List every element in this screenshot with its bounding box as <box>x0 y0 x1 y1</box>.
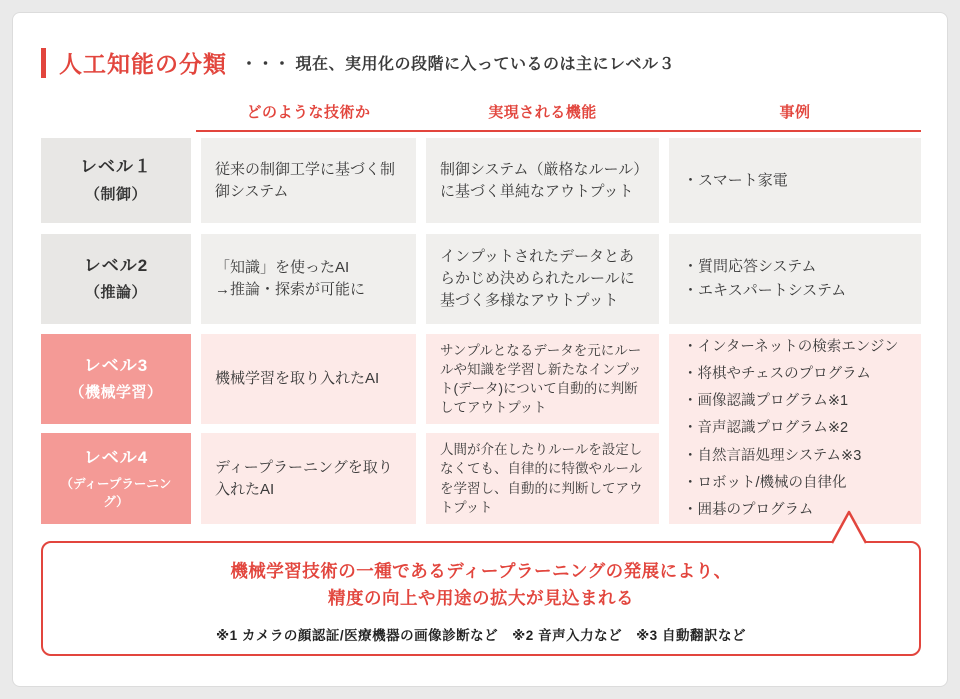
slide-card <box>12 12 948 687</box>
level2-title: レベル2 <box>83 255 149 275</box>
level1-subtitle: （制御） <box>84 185 147 203</box>
column-header-function: 実現される機能 <box>488 104 597 121</box>
example-item: ・スマート家電 <box>683 171 788 189</box>
example-item: ・音声認識プログラム※2 <box>683 420 849 437</box>
level2-label-box <box>41 234 191 324</box>
callout-pointer-icon <box>818 509 880 545</box>
level3-technology-cell: 機械学習を取り入れたAI <box>201 334 416 424</box>
level1-function-cell: 制御システム（厳格なルール）に基づく単純なアウトプット <box>426 138 659 223</box>
example-item: ・インターネットの検索エンジン <box>683 338 899 355</box>
level1-title: レベル１ <box>80 157 152 177</box>
level3-label-box <box>41 334 191 424</box>
level34-examples-cell <box>669 334 921 524</box>
example-item: ・画像認識プログラム※1 <box>683 393 849 410</box>
column-header-technology: どのような技術か <box>246 104 371 121</box>
level2-function-cell: インプットされたデータとあらかじめ決められたルールに基づく多様なアウトプット <box>426 234 659 324</box>
level1-technology-cell: 従来の制御工学に基づく制御システム <box>201 138 416 223</box>
column-header-examples: 事例 <box>779 104 811 121</box>
title-accent-bar <box>41 48 46 78</box>
callout-footnote: ※1 カメラの顔認証/医療機器の画像診断など ※2 音声入力など ※3 自動翻訳など <box>216 628 746 644</box>
level3-function-cell: サンプルとなるデータを元にルールや知識を学習し新たなインプット(データ)について自動的に判断してアウトプット <box>426 334 659 424</box>
title-row <box>41 46 675 79</box>
header-underline <box>196 130 921 132</box>
example-item: ・囲碁のプログラム <box>683 502 814 519</box>
example-item: ・エキスパートシステム <box>683 282 847 299</box>
callout-box <box>41 541 921 656</box>
example-item: ・将棋やチェスのプログラム <box>683 365 871 382</box>
page-title: 人工知能の分類 <box>59 51 227 77</box>
level2-technology-cell: 「知識」を使ったAI →推論・探索が可能に <box>201 234 416 324</box>
level1-label-box <box>41 138 191 223</box>
level4-technology-cell: ディープラーニングを取り入れたAI <box>201 433 416 524</box>
level4-label-box <box>41 433 191 524</box>
example-item: ・質問応答システム <box>683 258 817 275</box>
example-item: ・自然言語処理システム※3 <box>683 447 862 464</box>
level4-title: レベル4 <box>83 448 149 468</box>
level3-title: レベル3 <box>83 355 149 375</box>
callout-line2: 精度の向上や用途の拡大が見込まれる <box>328 588 634 609</box>
page-subtitle: ・・・ 現在、実用化の段階に入っているのは主にレベル３ <box>241 56 675 73</box>
level4-subtitle: （ディープラーニング） <box>60 476 172 509</box>
level3-subtitle: （機械学習） <box>69 384 163 402</box>
level2-examples-cell <box>669 234 921 324</box>
level1-examples-cell <box>669 138 921 223</box>
level4-function-cell: 人間が介在したりルールを設定しなくても、自律的に特徴やルールを学習し、自動的に判断してアウトプット <box>426 433 659 524</box>
level2-subtitle: （推論） <box>84 284 147 302</box>
callout-line1: 機械学習技術の一種であるディープラーニングの発展により、 <box>230 561 732 581</box>
example-item: ・ロボット/機械の自律化 <box>683 474 847 491</box>
